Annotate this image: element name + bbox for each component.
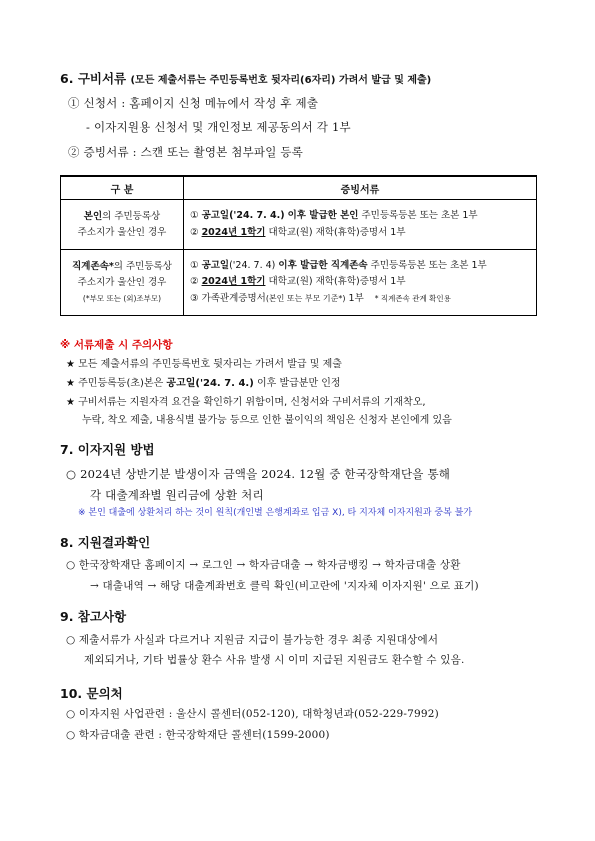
- section-number: 6.: [60, 71, 74, 86]
- doc-line: ① 공고일('24. 7. 4) 이후 발급한 직계존속 주민등록등본 또는 초본 1부: [190, 259, 487, 271]
- row-documents-self: [184, 200, 537, 250]
- section-9-heading: 9. 참고사항: [60, 609, 127, 624]
- row-category-ascendant: 직계존속*의 주민등록상 주소지가 울산인 경우 (*부모 또는 (외)조부모): [61, 250, 184, 316]
- paragraph-continued: 제외되거나, 기타 법률상 환수 사유 발생 시 이미 지급된 지원금도 환수할 수 있음.: [84, 654, 465, 666]
- section-7-note: ※ 본인 대출에 상환처리 하는 것이 원칙(개인별 은행계좌로 입금 X), 타 지자체 이자지원과 중복 불가: [78, 508, 473, 518]
- row-category-self: 본인의 주민등록상 주소지가 울산인 경우: [61, 200, 184, 250]
- section-10-heading: 10. 문의처: [60, 686, 123, 701]
- table-header-category: 구 분: [61, 176, 184, 200]
- doc-line: ② 2024년 1학기 대학교(원) 재학(휴학)증명서 1부: [190, 226, 406, 238]
- section-note: (모든 제출서류는 주민등록번호 뒷자리(6자리) 가려서 발급 및 제출): [130, 75, 432, 86]
- doc-line: ① 공고일('24. 7. 4.) 이후 발급한 본인 주민등록등본 또는 초본 1부: [190, 210, 478, 221]
- caution-item-continued: 누락, 착오 제출, 내용식별 불가능 등으로 인한 불이익의 책임은 신청자 본인에게 있음: [82, 415, 452, 426]
- application-form-item: ① 신청서 : 홈페이지 신청 메뉴에서 작성 후 제출: [68, 96, 319, 110]
- application-form-subitem: - 이자지원용 신청서 및 개인정보 제공동의서 각 1부: [86, 120, 351, 134]
- table-row: [61, 250, 537, 316]
- table-header-documents: 증빙서류: [184, 176, 537, 200]
- caution-item: ★ 구비서류는 지원자격 요건을 확인하기 위함이며, 신청서와 구비서류의 기재착오,: [66, 397, 426, 408]
- doc-line: ③ 가족관계증명서(본인 또는 부모 기준*) 1부 * 직계존속 관계 확인용: [190, 292, 451, 304]
- contact-item: ○ 학자금대출 관련 : 한국장학재단 콜센터(1599-2000): [66, 729, 330, 741]
- paragraph-continued: 각 대출계좌별 원리금에 상환 처리: [90, 488, 264, 502]
- table-header-row: [61, 176, 537, 200]
- paragraph: ○ 한국장학재단 홈페이지 → 로그인 → 학자금대출 → 학자금뱅킹 → 학자금대출 상환: [66, 559, 461, 571]
- contact-item: ○ 이자지원 사업관련 : 울산시 콜센터(052-120), 대학청년과(052-229-7992): [66, 708, 439, 720]
- row-documents-ascendant: [184, 250, 537, 316]
- section-title: 구비서류: [77, 71, 127, 86]
- paragraph-continued: → 대출내역 → 해당 대출계좌번호 클릭 확인(비고란에 '지자체 이자지원' 으로 표기): [90, 580, 479, 592]
- caution-title: ※ 서류제출 시 주의사항: [60, 339, 173, 351]
- table-row: [61, 200, 537, 250]
- section-7-heading: 7. 이자지원 방법: [60, 442, 155, 457]
- caution-item: ★ 모든 제출서류의 주민등록번호 뒷자리는 가려서 발급 및 제출: [66, 359, 342, 370]
- section-6-heading: [60, 69, 431, 87]
- doc-line: ② 2024년 1학기 대학교(원) 재학(휴학)증명서 1부: [190, 276, 406, 288]
- evidence-docs-item: ② 증빙서류 : 스캔 또는 촬영본 첨부파일 등록: [68, 145, 304, 159]
- paragraph: ○ 2024년 상반기분 발생이자 금액을 2024. 12월 중 한국장학재단을 통해: [66, 467, 451, 481]
- paragraph: ○ 제출서류가 사실과 다르거나 지원금 지급이 불가능한 경우 최종 지원대상에서: [66, 634, 439, 646]
- caution-item: ★ 주민등록등(초)본은 공고일('24. 7. 4.) 이후 발급분만 인정: [66, 378, 341, 389]
- section-8-heading: 8. 지원결과확인: [60, 535, 151, 550]
- evidence-table: [60, 175, 537, 316]
